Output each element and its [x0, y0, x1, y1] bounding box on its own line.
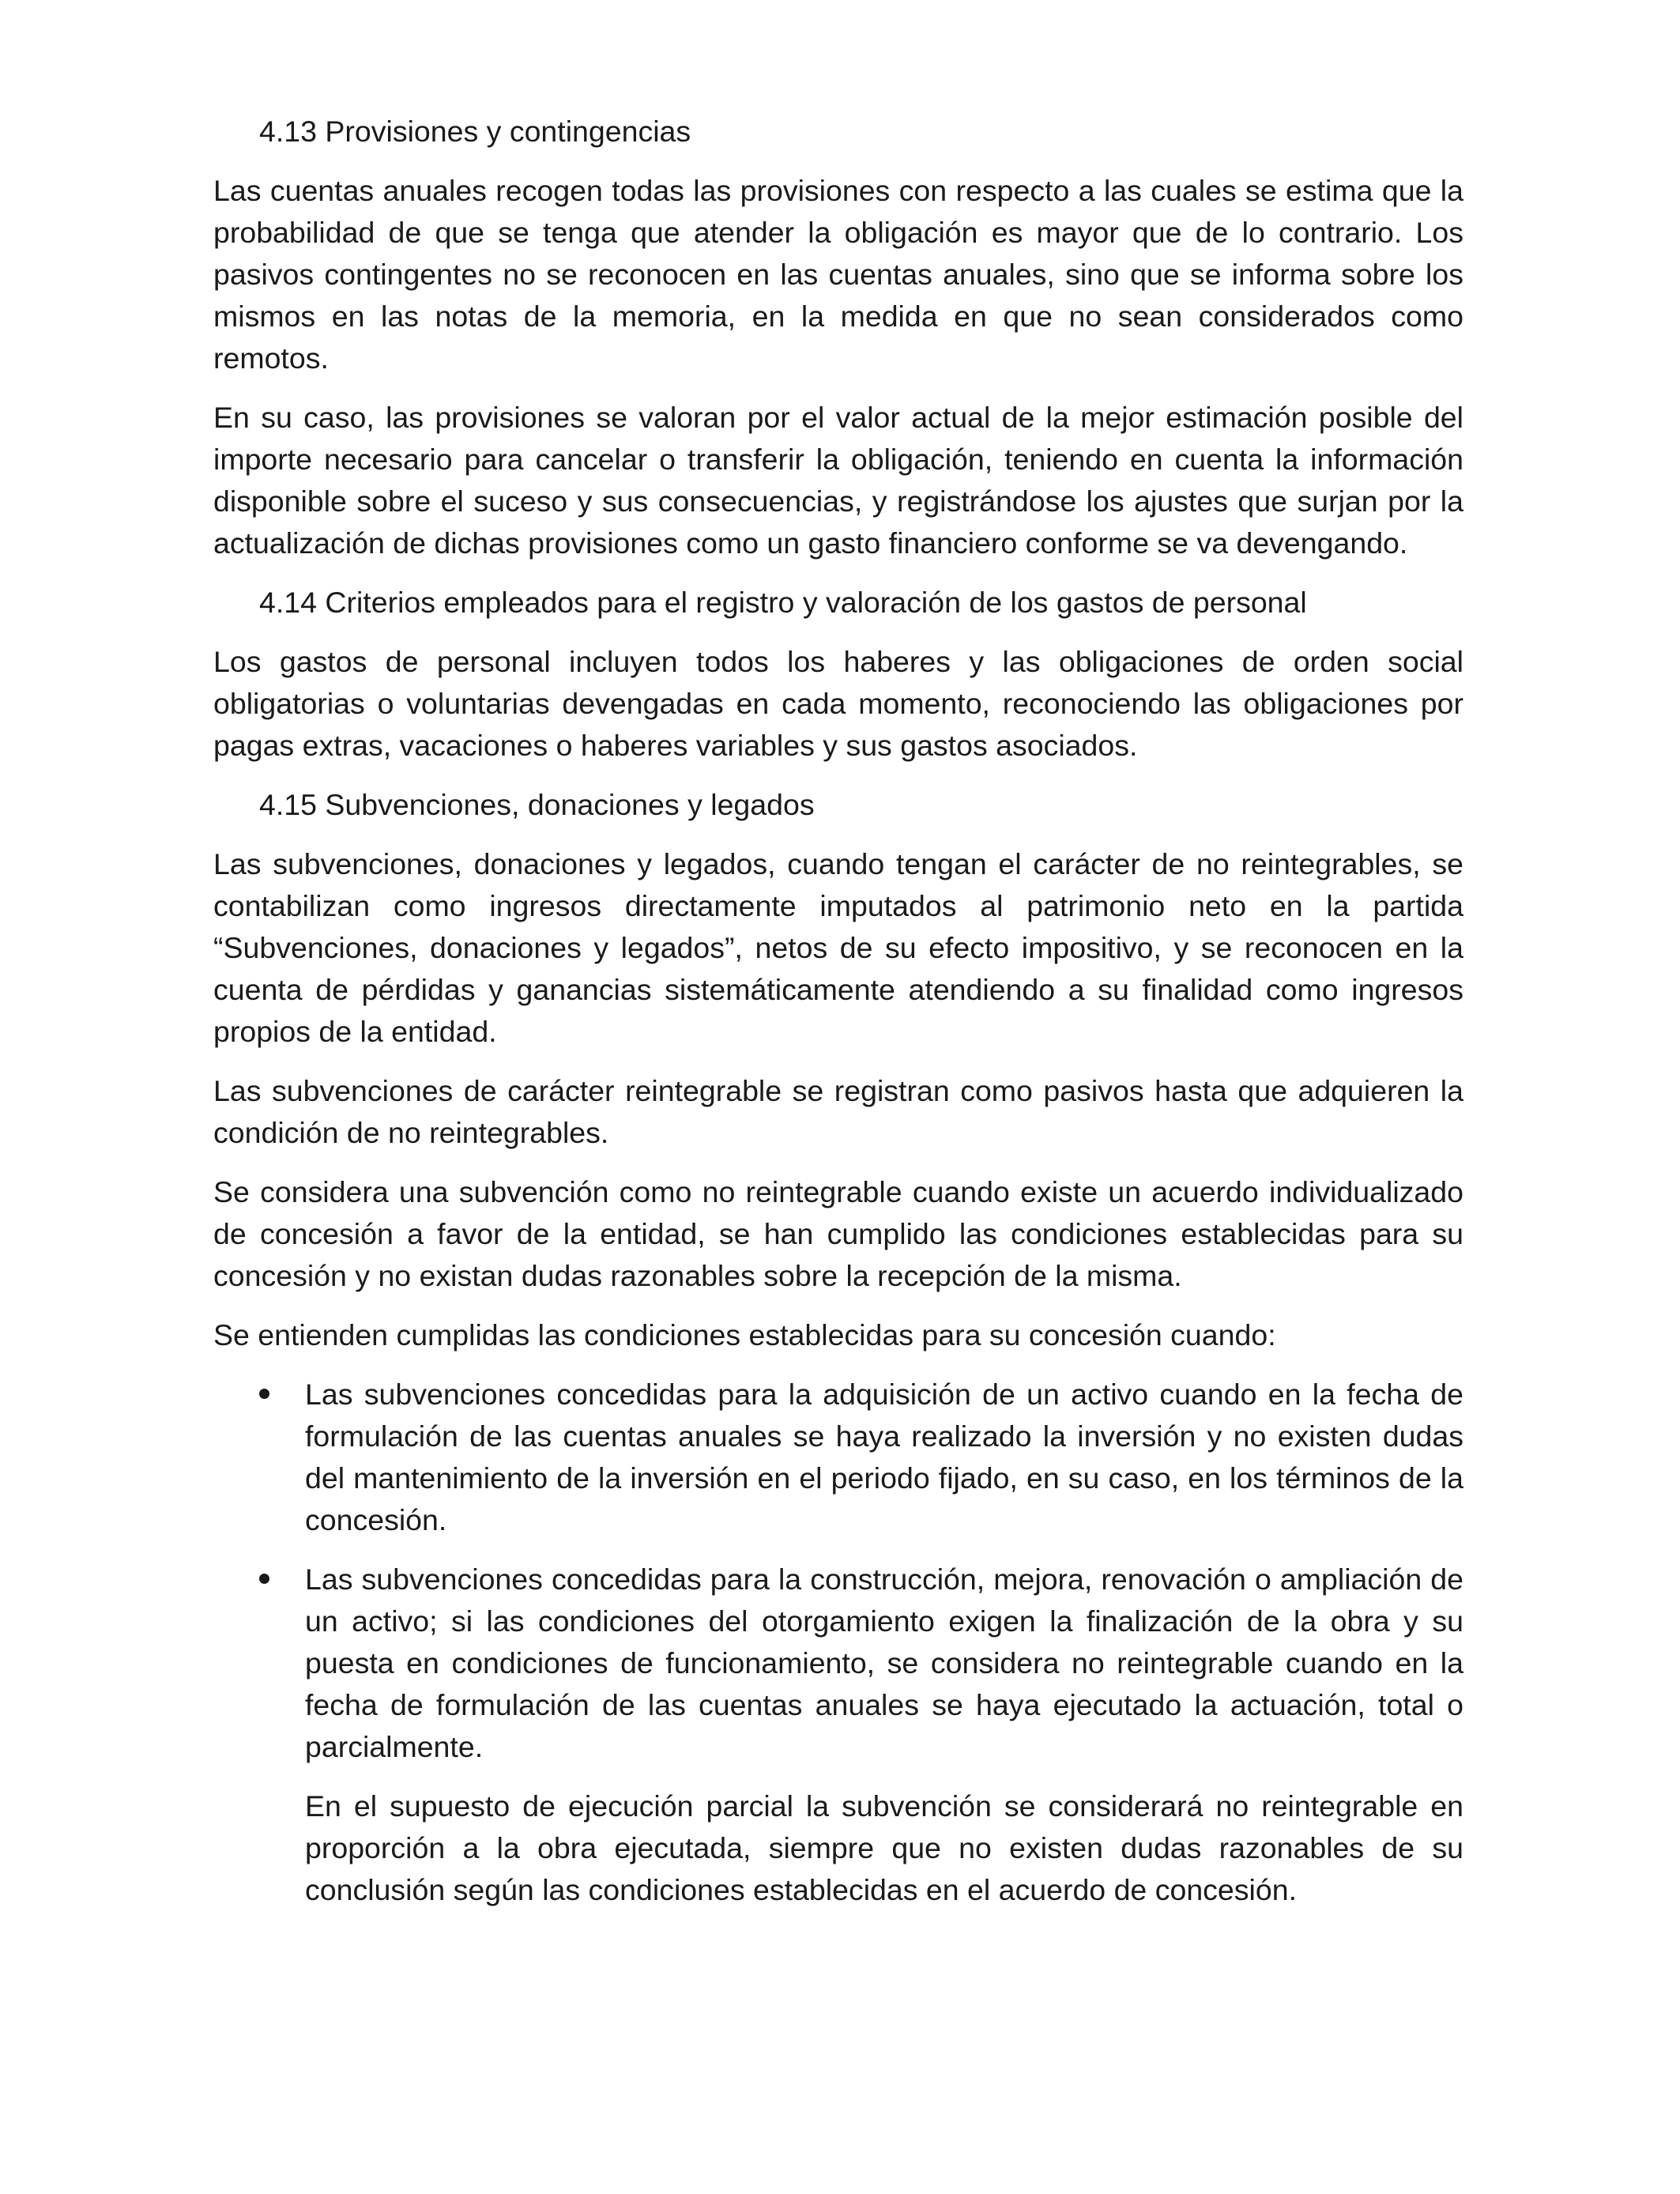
list-item [213, 1559, 1463, 1768]
paragraph-subvenciones-2: Las subvenciones de carácter reintegrable se registran como pasivos hasta que adquieren la condición de no reintegrables. [213, 1074, 1463, 1149]
section-heading-4-15: 4.15 Subvenciones, donaciones y legados [259, 788, 815, 821]
bullet-icon [259, 1389, 269, 1399]
paragraph-gastos-personal: Los gastos de personal incluyen todos los haberes y las obligaciones de orden social obligatorias o voluntarias devengadas en cada momento, reconociendo las obligaciones por pagas extras, vacaciones o haberes variables y sus gastos asociados. [213, 645, 1463, 762]
bullet-icon [259, 1574, 269, 1584]
paragraph-subvenciones-1: Las subvenciones, donaciones y legados, cuando tengan el carácter de no reintegrables, se contabilizan como ingresos directamente imputados al patrimonio neto en la partida “Subvenciones, donaciones y legados”, netos de su efecto impositivo, y se reconocen en la cuenta de pérdidas y ganancias sistemáticamente atendiendo a su finalidad como ingresos propios de la entidad. [213, 847, 1463, 1048]
paragraph-ejecucion-parcial: En el supuesto de ejecución parcial la subvención se considerará no reintegrable en proporción a la obra ejecutada, siempre que no existen dudas razonables de su conclusión según las condiciones establecidas en el acuerdo de concesión. [305, 1789, 1463, 1906]
list-item-text: Las subvenciones concedidas para la construcción, mejora, renovación o ampliación de un activo; si las condiciones del otorgamiento exigen la finalización de la obra y su puesta en condiciones de funcionamiento, se considera no reintegrable cuando en la fecha de formulación de las cuentas anuales se haya ejecutado la actuación, total o parcialmente. [305, 1563, 1463, 1763]
list-item-text: Las subvenciones concedidas para la adquisición de un activo cuando en la fecha de formulación de las cuentas anuales se haya realizado la inversión y no existen dudas del mantenimiento de la inversión en el periodo fijado, en su caso, en los términos de la concesión. [305, 1378, 1463, 1536]
paragraph-provisiones-2: En su caso, las provisiones se valoran por el valor actual de la mejor estimación posible del importe necesario para cancelar o transferir la obligación, teniendo en cuenta la información disponible sobre el suceso y sus consecuencias, y registrándose los ajustes que surjan por la actualización de dichas provisiones como un gasto financiero conforme se va devengando. [213, 401, 1463, 560]
paragraph-subvenciones-3: Se considera una subvención como no reintegrable cuando existe un acuerdo individualizado de concesión a favor de la entidad, se han cumplido las condiciones establecidas para su concesión y no existan dudas razonables sobre la recepción de la misma. [213, 1175, 1463, 1292]
conditions-list [213, 1374, 1463, 1768]
list-item [213, 1374, 1463, 1541]
section-heading-4-13: 4.13 Provisiones y contingencias [259, 115, 691, 148]
section-heading-4-14: 4.14 Criterios empleados para el registro y valoración de los gastos de personal [259, 586, 1307, 619]
paragraph-provisiones-1: Las cuentas anuales recogen todas las provisiones con respecto a las cuales se estima que la probabilidad de que se tenga que atender la obligación es mayor que de lo contrario. Los pasivos contingentes no se reconocen en las cuentas anuales, sino que se informa sobre los mismos en las notas de la memoria, en la medida en que no sean considerados como remotos. [213, 174, 1463, 375]
paragraph-subvenciones-4: Se entienden cumplidas las condiciones establecidas para su concesión cuando: [213, 1318, 1276, 1351]
